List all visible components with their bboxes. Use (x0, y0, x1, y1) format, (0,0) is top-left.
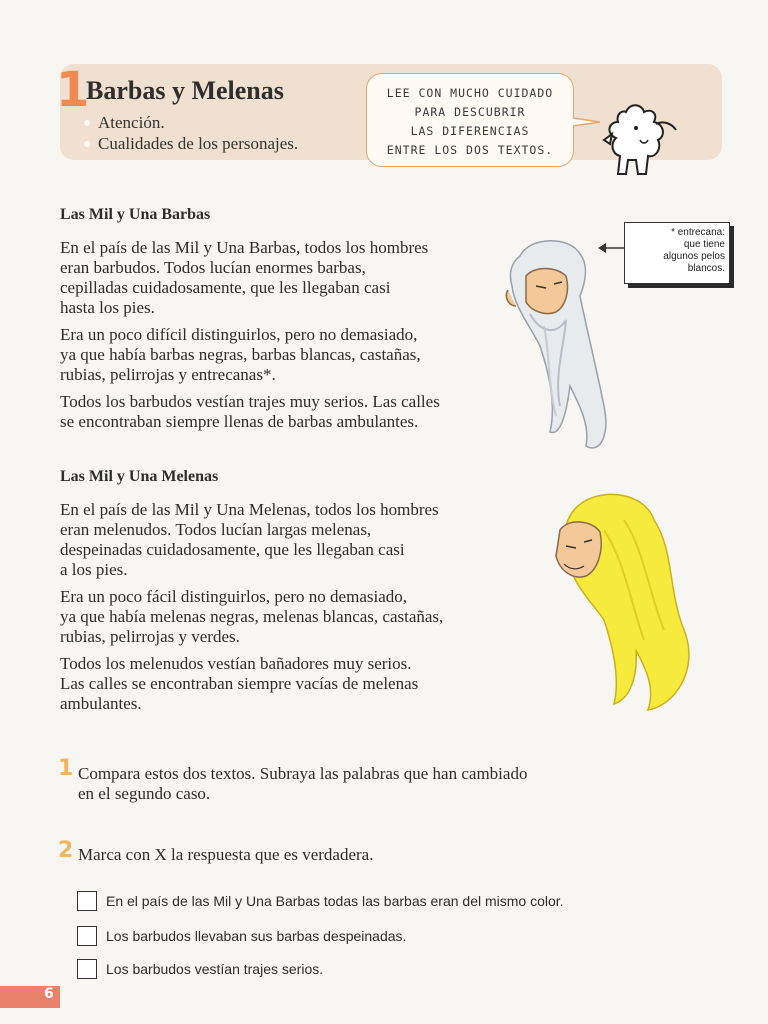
story-title-melenas: Las Mil y Una Melenas (60, 468, 219, 485)
answer-label: Los barbudos vestían trajes serios. (106, 961, 324, 977)
story-text-barbas (60, 238, 440, 439)
paragraph: En el país de las Mil y Una Barbas, todos los hombres eran barbudos. Todos lucían enormes barbas, cepilladas cuidadosamente, que les llegaban casi hasta los pies. (60, 238, 429, 317)
question-number: 2 (58, 838, 74, 863)
answer-option[interactable] (77, 924, 406, 948)
footnote-box (624, 222, 730, 284)
bullet-icon (84, 120, 90, 126)
paragraph: Era un poco difícil distinguirlos, pero no demasiado, ya que había barbas negras, barbas blancas, castañas, rubias, pelirrojas y entrecanas*. (60, 325, 421, 384)
bearded-man-illustration (500, 236, 620, 458)
answer-option[interactable] (77, 957, 323, 981)
answer-checkbox[interactable] (77, 959, 97, 979)
paragraph: Era un poco fácil distinguirlos, pero no demasiado, ya que había melenas negras, melenas blancas, castañas, rubias, pelirrojas y verdes. (60, 587, 444, 646)
answer-checkbox[interactable] (77, 891, 97, 911)
objectives-list (84, 112, 298, 154)
answer-checkbox[interactable] (77, 926, 97, 946)
speech-line: LEE CON MUCHO CUIDADO (386, 86, 554, 100)
bullet-icon (84, 141, 90, 147)
story-text-melenas (60, 500, 443, 721)
mascot-creature-icon (596, 100, 686, 180)
answer-label: Los barbudos llevaban sus barbas despeinadas. (106, 928, 407, 944)
speech-line: ENTRE LOS DOS TEXTOS. (386, 143, 554, 157)
footnote-line: blancos. (687, 263, 725, 274)
question-text: Marca con X la respuesta que es verdadera. (78, 845, 374, 864)
answer-label: En el país de las Mil y Una Barbas todas las barbas eran del mismo color. (106, 893, 564, 909)
unit-number: 1 (56, 62, 88, 118)
page-number: 6 (44, 986, 54, 1002)
objective-item: Cualidades de los personajes. (84, 133, 298, 154)
long-haired-man-illustration (544, 490, 698, 716)
speech-line: PARA DESCUBRIR (414, 105, 526, 119)
footnote-line: que tiene (683, 239, 725, 250)
paragraph: Todos los melenudos vestían bañadores muy serios. Las calles se encontraban siempre vacías de melenas ambulantes. (60, 654, 419, 713)
story-title-barbas: Las Mil y Una Barbas (60, 206, 211, 223)
paragraph: En el país de las Mil y Una Melenas, todos los hombres eran melenudos. Todos lucían largas melenas, despeinadas cuidadosamente, que les llegaban casi a los pies. (60, 500, 439, 579)
paragraph: Todos los barbudos vestían trajes muy serios. Las calles se encontraban siempre llenas de barbas ambulantes. (60, 392, 440, 431)
footnote-line: * entrecana: (671, 227, 725, 238)
question-text: Compara estos dos textos. Subraya las palabras que han cambiado en el segundo caso. (78, 764, 528, 803)
answer-option[interactable] (77, 889, 564, 913)
speech-line: LAS DIFERENCIAS (410, 124, 530, 138)
instruction-speech-bubble (366, 73, 574, 167)
objective-item: Atención. (84, 112, 298, 133)
footnote-line: algunos pelos (663, 251, 725, 262)
question-number: 1 (58, 756, 74, 781)
unit-title: Barbas y Melenas (86, 76, 284, 105)
